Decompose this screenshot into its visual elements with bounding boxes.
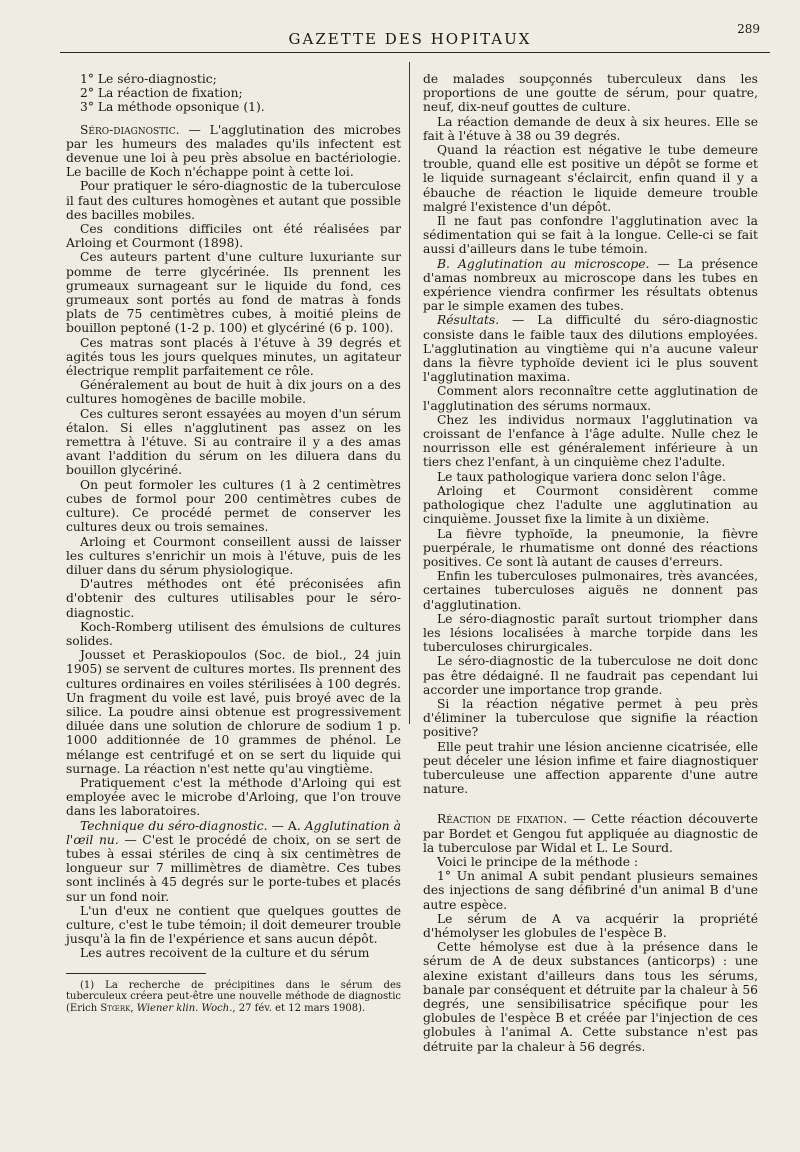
paragraph-fixation — [423, 812, 758, 855]
list-item-fixation: 2° La réaction de fixation; — [80, 86, 243, 101]
technique-text: — C'est le procédé de choix, on se sert de tubes à essai stériles de cinq à six centimètres de longueur sur 7 millimètres de diamètre. Ces tubes sont inclinés à 45 degrés sur le porte-tubes et placés sur un fond noir. — [66, 832, 402, 904]
paragraph: Cette hémolyse est due à la présence dans le sérum de A de deux substances (anticorps) : une alexine existant d'ailleurs dans tous les sérums, banale par conséquent et détruite par la chaleur à 56 degrés, une sensibilisatrice spécifique pour les globules de l'espèce B et créée par l'injection de ces globules à l'animal A. Cette substance n'est pas détruite par la chaleur à 56 degrés. — [423, 940, 758, 1054]
paragraph: Koch-Romberg utilisent des émulsions de cultures solides. — [66, 619, 401, 648]
footnote-author: Stœrk — [100, 1002, 131, 1014]
paragraph: Les autres recoivent de la culture et du sérum — [80, 946, 370, 961]
paragraph: Pratiquement c'est la méthode d'Arloing qui est employée avec le microbe d'Arloing, que l'on trouve dans les laboratoires. — [66, 775, 401, 819]
footnote-journal: Wiener klin. Woch. — [136, 1002, 233, 1014]
footnote-lead: (1) La recherche de précipitines dans le sérum des tuberculeux créera peut-être une nouvelle méthode de diagnostic (Erich — [66, 979, 401, 1014]
page-number: 289 — [737, 22, 760, 36]
paragraph: Chez les individus normaux l'agglutination va croissant de l'enfance à l'âge adulte. Nulle chez le nourrisson elle est généralement inférieure à un tiers chez l'enfant, à un cinquième chez l'adulte. — [423, 412, 758, 470]
column-divider — [409, 62, 410, 724]
paragraph: Comment alors reconnaître cette agglutination de l'agglutination des sérums normaux. — [423, 384, 758, 413]
technique-label-eye: Agglutination à l'œil nu. — [66, 818, 401, 847]
paragraph: Si la réaction négative permet à peu près d'éliminer la tuberculose que signifie la réaction positive? — [423, 696, 758, 740]
paragraph-sero-intro — [66, 123, 401, 180]
technique-a: — A. — [267, 818, 305, 833]
paragraph: Pour pratiquer le séro-diagnostic de la tuberculose il faut des cultures homogènes et autant que possible des bacilles mobiles. — [66, 179, 401, 222]
paragraph-resultats — [423, 313, 758, 384]
paragraph: Quand la réaction est négative le tube demeure trouble, quand elle est positive un dépôt se forme et le liquide surnageant s'éclaircit, enfin quand il y a ébauche de réaction le liquide demeure trouble malgré l'existence d'un dépôt. — [423, 143, 758, 214]
list-item-opsonic: 3° La méthode opsonique (1). — [80, 100, 265, 115]
paragraph: Il ne faut pas confondre l'agglutination avec la sédimentation qui se fait à la longue. Celle-ci se fait aussi d'ailleurs dans le tube témoin. — [423, 214, 758, 257]
resultats-text: — La difficulté du séro-diagnostic consiste dans le faible taux des dilutions employées. L'agglutination au vingtième qui n'a aucune valeur dans la fièvre typhoïde devient ici le plus souvent l'agglutination maxima. — [423, 313, 758, 385]
paragraph: L'un d'eux ne contient que quelques gouttes de culture, c'est le tube témoin; il doit demeurer trouble jusqu'à la fin de l'expérience et sans aucun dépôt. — [66, 903, 401, 947]
list-item-sero: 1° Le séro-diagnostic; — [80, 72, 217, 86]
paragraph: On peut formoler les cultures (1 à 2 centimètres cubes de formol pour 200 centimètres cubes de culture). Ce procédé permet de conserver les cultures deux ou trois semaines. — [66, 477, 401, 535]
paragraph: Ces auteurs partent d'une culture luxuriante sur pomme de terre glycérinée. Ils prennent les grumeaux surnageant sur le liquide du fond, ces grumeaux sont portés au fond de matras à fonds plats de 75 centimètres cubes, à moitié pleins de bouillon peptoné (1-2 p. 100) et glycériné (6 p. 100). — [66, 250, 401, 336]
paragraph: Enfin les tuberculoses pulmonaires, très avancées, certaines tuberculoses aiguës ne donnent pas d'agglutination. — [423, 569, 758, 612]
paragraph: Arloing et Courmont considèrent comme pathologique chez l'adulte une agglutination au cinquième. Jousset fixe la limite à un dixième. — [423, 483, 758, 527]
paragraph-technique — [66, 819, 401, 904]
paragraph: Ces matras sont placés à l'étuve à 39 degrés et agités tous les jours quelques minutes, un agitateur électrique remplit parfaitement ce rôle. — [66, 335, 401, 379]
footnote-sep: , — [130, 1002, 137, 1014]
paragraph: La réaction demande de deux à six heures. Elle se fait à l'étuve à 38 ou 39 degrés. — [423, 114, 758, 143]
paragraph: Le sérum de A va acquérir la propriété d'hémolyser les globules de l'espèce B. — [423, 911, 758, 940]
paragraph: Le séro-diagnostic de la tuberculose ne doit donc pas être dédaigné. Il ne faudrait pas cependant lui accorder une importance trop grande. — [423, 654, 758, 697]
paragraph: Elle peut trahir une lésion ancienne cicatrisée, elle peut déceler une lésion infime et faire diagnostiquer tuberculeuse une affection apparente d'une autre nature. — [423, 739, 758, 797]
section-heading-fixation: Réaction de fixation. — [437, 812, 568, 827]
paragraph: La fièvre typhoïde, la pneumonie, la fièvre puerpérale, le rhumatisme ont donné des réactions positives. Ce sont là autant de causes d'erreurs. — [423, 526, 758, 569]
paragraph: Arloing et Courmont conseillent aussi de laisser les cultures s'enrichir un mois à l'étuve, puis de les diluer dans du sérum physiologique. — [66, 534, 401, 577]
microscope-label: B. Agglutination au microscope. — [437, 256, 650, 271]
footnote-rule — [66, 973, 206, 974]
fixation-text: — Cette réaction découverte par Bordet et Gengou fut appliquée au diagnostic de la tuberculose par Widal et L. Le Sourd. — [423, 812, 758, 855]
paragraph: D'autres méthodes ont été préconisées afin d'obtenir des cultures utilisables pour le séro-diagnostic. — [66, 577, 401, 620]
footnote-tail: , 27 fév. et 12 mars 1908). — [232, 1002, 366, 1014]
footnote — [66, 980, 401, 1015]
section-heading-sero: Séro-diagnostic. — [80, 122, 180, 137]
paragraph: de malades soupçonnés tuberculeux dans les proportions de une goutte de sérum, pour quatre, neuf, dix-neuf gouttes de culture. — [423, 72, 758, 115]
left-column — [66, 72, 401, 1014]
page-header — [60, 22, 760, 50]
running-title: GAZETTE DES HOPITAUX — [288, 30, 532, 48]
paragraph-microscope — [423, 257, 758, 314]
header-rule — [60, 52, 770, 53]
sero-intro-text: — L'agglutination des microbes par les humeurs des malades qu'ils infectent est devenue une loi à peu près absolue en bactériologie. Le bacille de Koch n'échappe point à cette loi. — [66, 122, 401, 180]
microscope-text: — La présence d'amas nombreux au microscope dans les tubes en expérience viendra confirmer les résultats obtenus par le simple examen des tubes. — [423, 256, 758, 314]
resultats-label: Résultats. — [437, 313, 500, 328]
technique-label: Technique du séro-diagnostic. — [80, 818, 268, 833]
paragraph: Ces cultures seront essayées au moyen d'un sérum étalon. Si elles n'agglutinent pas assez on les remettra à l'étuve. Si au contraire il y a des amas avant l'addition du sérum on les diluera dans du bouillon glycériné. — [66, 406, 401, 478]
paragraph: Ces conditions difficiles ont été réalisées par Arloing et Courmont (1898). — [66, 222, 401, 251]
paragraph: 1° Un animal A subit pendant plusieurs semaines des injections de sang défibriné d'un animal B d'une autre espèce. — [423, 869, 758, 912]
paragraph: Voici le principe de la méthode : — [437, 854, 639, 869]
paragraph: Le séro-diagnostic paraît surtout triompher dans les lésions localisées à marche torpide dans les tuberculoses chirurgicales. — [423, 611, 758, 655]
paragraph: Le taux pathologique variera donc selon l'âge. — [437, 469, 726, 484]
right-column — [423, 72, 758, 1054]
paragraph: Jousset et Peraskiopoulos (Soc. de biol., 24 juin 1905) se servent de cultures mortes. Ils prennent des cultures ordinaires en voiles stérilisées à 100 degrés. Un fragment du voile est lavé, puis broyé avec de la silice. La poudre ainsi obtenue est progressivement diluée dans une solution de chlorure de sodium 1 p. 1000 additionnée de 10 grammes de phénol. Le mélange est centrifugé et on se sert du liquide qui surnage. La réaction n'est nette qu'au vingtième. — [66, 648, 401, 776]
paragraph: Généralement au bout de huit à dix jours on a des cultures homogènes de bacille mobile. — [66, 378, 401, 407]
